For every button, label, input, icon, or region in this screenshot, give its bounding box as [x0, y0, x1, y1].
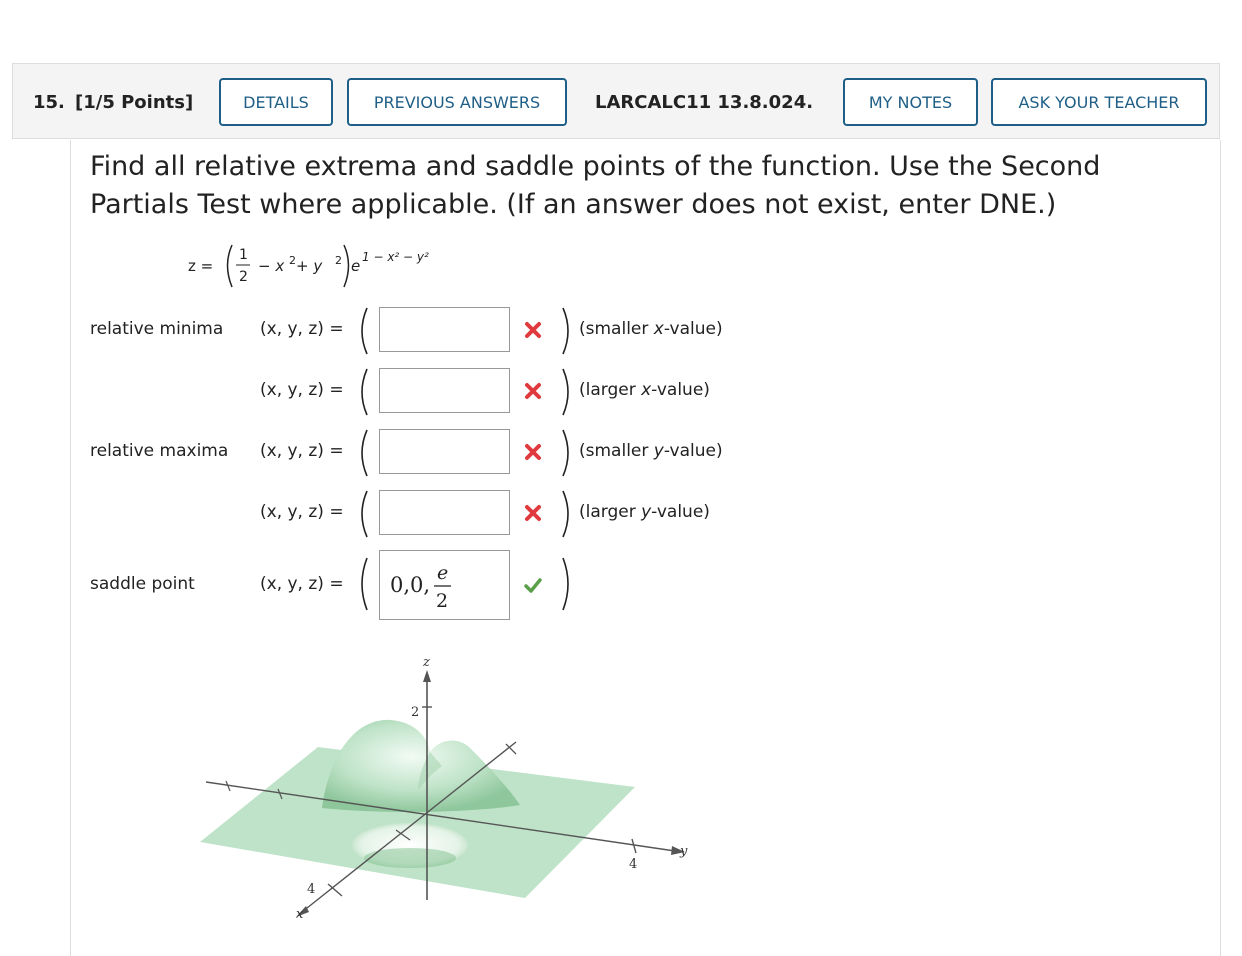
right-paren: [560, 489, 574, 539]
hint-smaller-x: (smaller x-value): [579, 319, 723, 339]
question-number: 15.: [33, 92, 65, 113]
tuple-label: (x, y, z) =: [260, 319, 344, 339]
saddle-value-numerator: e: [437, 562, 449, 584]
formula-e: e: [351, 257, 361, 275]
tuple-label: (x, y, z) =: [260, 574, 344, 594]
left-paren: [356, 556, 370, 612]
right-paren: [560, 367, 574, 417]
formula-plus-y: + y: [296, 257, 323, 275]
surface-bumps: [322, 720, 520, 812]
incorrect-x-icon: [523, 503, 543, 523]
problem-reference: LARCALC11 13.8.024.: [595, 92, 814, 113]
question-prompt: [90, 148, 1150, 224]
correct-check-icon: [523, 575, 543, 595]
ask-your-teacher-button[interactable]: ASK YOUR TEACHER: [991, 78, 1207, 126]
left-paren: [356, 306, 370, 356]
answer-input-relative-min-2[interactable]: [379, 368, 510, 413]
formula-frac-num: 1: [239, 247, 248, 263]
answer-input-saddle-point[interactable]: [379, 550, 510, 620]
saddle-value-prefix: 0,0,: [390, 573, 431, 597]
points-label: [1/5 Points]: [75, 92, 194, 113]
z-axis-label: z: [423, 655, 430, 670]
y-axis-label: y: [680, 844, 688, 859]
incorrect-x-icon: [523, 442, 543, 462]
prompt-line-1: Find all relative extrema and saddle points of the function. Use the Second: [90, 151, 1101, 182]
my-notes-button[interactable]: MY NOTES: [843, 78, 978, 126]
right-paren: [560, 428, 574, 478]
saddle-point-label: saddle point: [90, 574, 195, 594]
hint-larger-x: (larger x-value): [579, 380, 710, 400]
left-paren: [356, 489, 370, 539]
y-tick-label: 4: [629, 857, 638, 872]
answer-input-relative-max-2[interactable]: [379, 490, 510, 535]
left-paren: [356, 428, 370, 478]
tuple-label: (x, y, z) =: [260, 380, 344, 400]
relative-maxima-label: relative maxima: [90, 441, 229, 461]
formula-middle: − x: [258, 257, 285, 275]
surface-plot: [190, 640, 710, 930]
y-tick: [632, 839, 636, 853]
x-axis-label: x: [296, 907, 304, 922]
hint-larger-y: (larger y-value): [579, 502, 710, 522]
formula-right-paren: [344, 245, 349, 287]
formula-x-square: 2: [289, 254, 296, 267]
x-tick-label: 4: [307, 882, 316, 897]
answer-input-relative-max-1[interactable]: [379, 429, 510, 474]
relative-minima-label: relative minima: [90, 319, 224, 339]
z-tick-label: 2: [411, 705, 420, 720]
incorrect-x-icon: [523, 381, 543, 401]
incorrect-x-icon: [523, 320, 543, 340]
previous-answers-button[interactable]: PREVIOUS ANSWERS: [347, 78, 567, 126]
details-button[interactable]: DETAILS: [219, 78, 333, 126]
formula-frac-den: 2: [239, 269, 248, 285]
prompt-line-2: Partials Test where applicable. (If an answer does not exist, enter DNE.): [90, 189, 1057, 220]
z-axis-arrow: [423, 670, 431, 682]
formula-lhs: z =: [188, 257, 214, 275]
formula-y-square: 2: [335, 254, 342, 267]
saddle-value: [380, 551, 509, 619]
saddle-value-denominator: 2: [436, 590, 449, 612]
function-formula: [188, 240, 488, 290]
question-header: [12, 63, 1220, 139]
tuple-label: (x, y, z) =: [260, 502, 344, 522]
tuple-label: (x, y, z) =: [260, 441, 344, 461]
left-paren: [356, 367, 370, 417]
right-paren: [560, 556, 574, 612]
hint-smaller-y: (smaller y-value): [579, 441, 723, 461]
formula-left-paren: [228, 245, 233, 287]
formula-exponent: 1 − x² − y²: [362, 250, 429, 264]
answer-input-relative-min-1[interactable]: [379, 307, 510, 352]
right-paren: [560, 306, 574, 356]
